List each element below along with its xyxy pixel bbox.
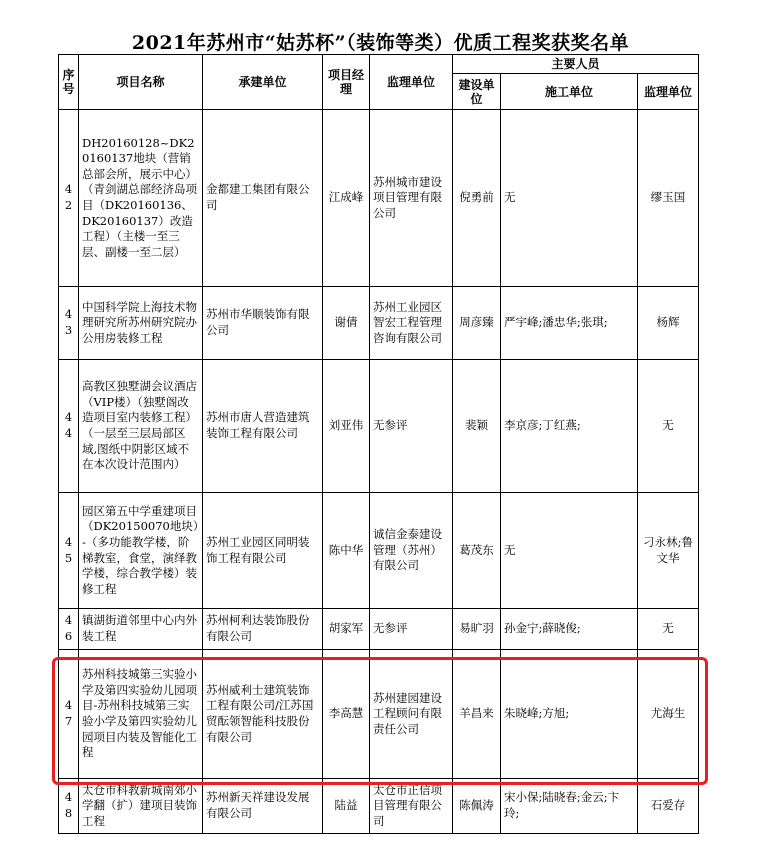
- award-table: [58, 54, 699, 834]
- cell-construction-unit: 朱晓峰;方旭;: [501, 650, 638, 779]
- cell-seq: 43: [59, 287, 79, 360]
- table-header: [59, 55, 699, 110]
- header-build-unit: 建设单位: [453, 74, 501, 110]
- table-row: [59, 650, 699, 779]
- cell-seq: 48: [59, 779, 79, 834]
- cell-construction-unit: 无: [501, 493, 638, 609]
- cell-supervisor: 苏州建园建设工程顾问有限责任公司: [370, 650, 453, 779]
- table-row: [59, 779, 699, 834]
- table-body: [59, 110, 699, 834]
- cell-construction-unit: 李京彦;丁红燕;: [501, 360, 638, 493]
- cell-manager: 江成峰: [323, 110, 370, 287]
- cell-contractor: 苏州柯利达装饰股份有限公司: [203, 609, 323, 650]
- cell-supervision-unit: 石爱存: [638, 779, 699, 834]
- cell-seq: 44: [59, 360, 79, 493]
- cell-seq: 46: [59, 609, 79, 650]
- cell-construction-unit: 孙金宁;薛晓俊;: [501, 609, 638, 650]
- cell-supervision-unit: 缪玉国: [638, 110, 699, 287]
- header-construction-unit: 施工单位: [501, 74, 638, 110]
- cell-project: 园区第五中学重建项目（DK20150070地块）-（多功能教学楼，阶梯教室，食堂，演绎教学楼，综合教学楼）装修工程: [79, 493, 203, 609]
- cell-construction-unit: 无: [501, 110, 638, 287]
- header-main-personnel: 主要人员: [453, 55, 699, 74]
- cell-build-unit: 倪勇前: [453, 110, 501, 287]
- cell-supervisor: 无参评: [370, 360, 453, 493]
- header-contractor: 承建单位: [203, 55, 323, 110]
- cell-manager: 谢倩: [323, 287, 370, 360]
- cell-supervision-unit: 杨辉: [638, 287, 699, 360]
- cell-project: DH20160128~DK20160137地块（营销总部会所，展示中心）（青剑湖总部经济岛项目（DK20160136、DK20160137）改造工程）（主楼一至三层、副楼一至二层）: [79, 110, 203, 287]
- cell-project: 高教区独墅湖会议酒店（VIP楼）（独墅阁改造项目室内装修工程）（一层至三层局部区域,图纸中阴影区域不在本次设计范围内）: [79, 360, 203, 493]
- cell-seq: 47: [59, 650, 79, 779]
- cell-contractor: 苏州市唐人营造建筑装饰工程有限公司: [203, 360, 323, 493]
- cell-supervision-unit: 刁永林;鲁文华: [638, 493, 699, 609]
- header-supervision-unit: 监理单位: [638, 74, 699, 110]
- cell-construction-unit: 宋小保;陆晓春;金云;卞玲;: [501, 779, 638, 834]
- cell-supervision-unit: 无: [638, 609, 699, 650]
- cell-seq: 45: [59, 493, 79, 609]
- cell-seq: 42: [59, 110, 79, 287]
- header-manager: 项目经理: [323, 55, 370, 110]
- cell-supervisor: 无参评: [370, 609, 453, 650]
- cell-contractor: 苏州新天祥建设发展有限公司: [203, 779, 323, 834]
- cell-build-unit: 周彦臻: [453, 287, 501, 360]
- header-supervisor: 监理单位: [370, 55, 453, 110]
- cell-manager: 李高慧: [323, 650, 370, 779]
- cell-manager: 胡家军: [323, 609, 370, 650]
- cell-contractor: 苏州威利士建筑装饰工程有限公司/江苏国贸酝领智能科技股份有限公司: [203, 650, 323, 779]
- cell-manager: 刘亚伟: [323, 360, 370, 493]
- cell-manager: 陈中华: [323, 493, 370, 609]
- cell-supervisor: 诚信金泰建设管理（苏州）有限公司: [370, 493, 453, 609]
- table-row: [59, 287, 699, 360]
- cell-build-unit: 易旷羽: [453, 609, 501, 650]
- cell-construction-unit: 严宇峰;潘忠华;张琪;: [501, 287, 638, 360]
- cell-supervision-unit: 无: [638, 360, 699, 493]
- cell-project: 中国科学院上海技术物理研究所苏州研究院办公用房装修工程: [79, 287, 203, 360]
- cell-contractor: 金都建工集团有限公司: [203, 110, 323, 287]
- cell-contractor: 苏州市华顺装饰有限公司: [203, 287, 323, 360]
- cell-build-unit: 陈佩涛: [453, 779, 501, 834]
- cell-manager: 陆益: [323, 779, 370, 834]
- cell-project: 镇湖街道邻里中心内外装工程: [79, 609, 203, 650]
- cell-project: 苏州科技城第三实验小学及第四实验幼儿园项目-苏州科技城第三实验小学及第四实验幼儿园项目内装及智能化工程: [79, 650, 203, 779]
- cell-build-unit: 裴颖: [453, 360, 501, 493]
- table-row: [59, 493, 699, 609]
- page-title: 2021年苏州市“姑苏杯”（装饰等类）优质工程奖获奖名单: [131, 32, 630, 54]
- cell-contractor: 苏州工业园区同明装饰工程有限公司: [203, 493, 323, 609]
- table-row: [59, 360, 699, 493]
- cell-project: 太仓市科教新城南郊小学翻（扩）建项目装饰工程: [79, 779, 203, 834]
- table-row: [59, 609, 699, 650]
- cell-build-unit: 羊昌来: [453, 650, 501, 779]
- header-project: 项目名称: [79, 55, 203, 110]
- table-row: [59, 110, 699, 287]
- header-seq: 序号: [59, 55, 79, 110]
- cell-supervisor: 太仓市正信项目管理有限公司: [370, 779, 453, 834]
- cell-supervisor: 苏州城市建设项目管理有限公司: [370, 110, 453, 287]
- cell-supervisor: 苏州工业园区智宏工程管理咨询有限公司: [370, 287, 453, 360]
- cell-build-unit: 葛茂东: [453, 493, 501, 609]
- cell-supervision-unit: 尤海生: [638, 650, 699, 779]
